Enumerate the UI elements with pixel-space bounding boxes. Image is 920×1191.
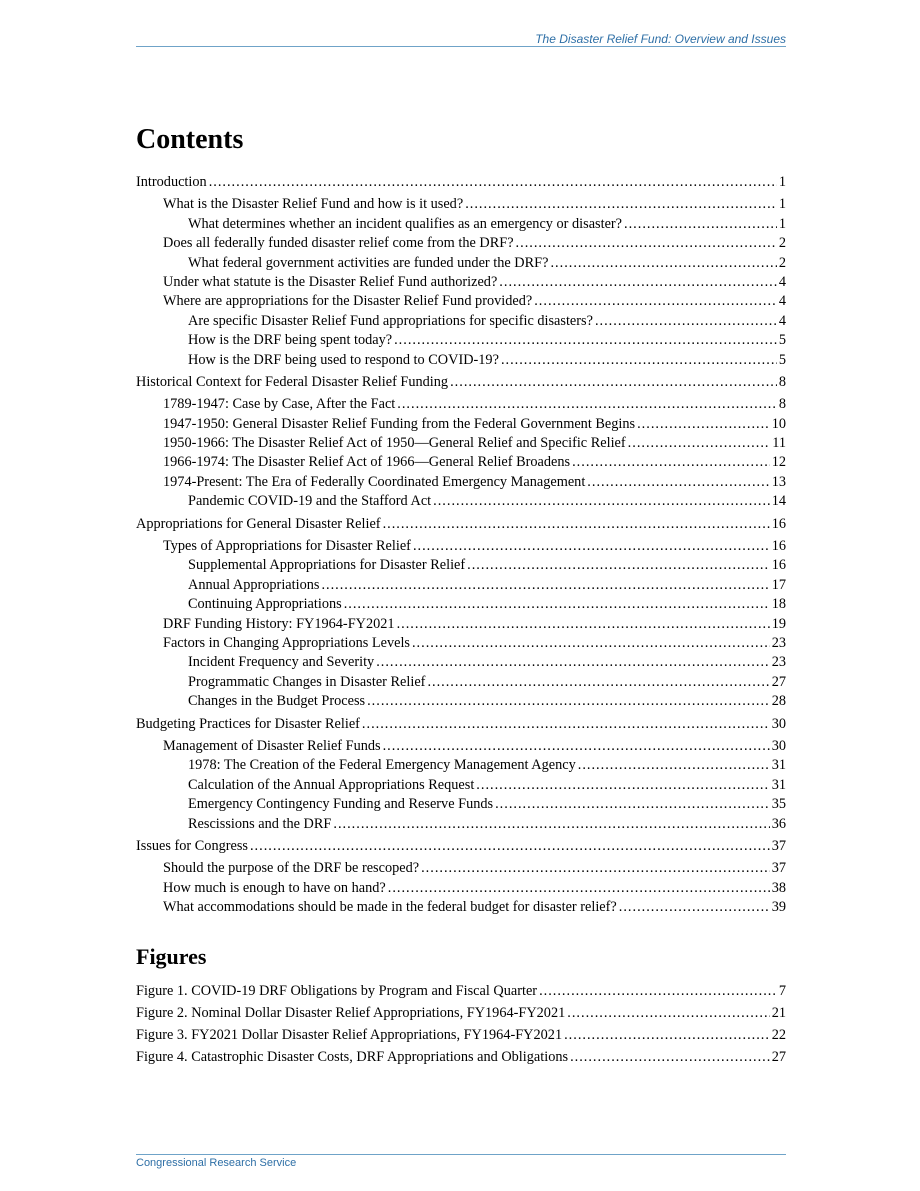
entry-page-number: 8 xyxy=(778,396,786,413)
entry-page-number: 17 xyxy=(771,576,786,593)
toc-entry[interactable] xyxy=(136,416,786,435)
toc-entry[interactable] xyxy=(136,235,786,254)
dot-leader xyxy=(516,235,777,252)
entry-title: Supplemental Appropriations for Disaster Relief xyxy=(188,557,466,574)
entry-title: Issues for Congress xyxy=(136,837,248,854)
dot-leader xyxy=(467,557,770,574)
entry-title: Incident Frequency and Severity xyxy=(188,654,375,671)
header-rule xyxy=(136,46,786,47)
entry-title: DRF Funding History: FY1964-FY2021 xyxy=(163,615,395,632)
entry-page-number: 18 xyxy=(771,596,786,613)
entry-title: Programmatic Changes in Disaster Relief xyxy=(188,673,426,690)
toc-entry[interactable] xyxy=(136,693,786,712)
entry-title: What determines whether an incident qualifies as an emergency or disaster? xyxy=(188,215,623,232)
toc-entry[interactable] xyxy=(136,757,786,776)
entry-page-number: 1 xyxy=(778,196,786,213)
entry-page-number: 31 xyxy=(771,776,786,793)
dot-leader xyxy=(376,654,770,671)
entry-page-number: 37 xyxy=(771,837,786,854)
entry-page-number: 4 xyxy=(778,312,786,329)
entry-page-number: 23 xyxy=(771,634,786,651)
dot-leader xyxy=(465,196,777,213)
entry-title: Types of Appropriations for Disaster Relief xyxy=(163,538,411,555)
entry-page-number: 39 xyxy=(771,899,786,916)
entry-page-number: 11 xyxy=(772,435,786,452)
entry-title: 1974-Present: The Era of Federally Coordinated Emergency Management xyxy=(163,473,586,490)
toc-entry[interactable] xyxy=(136,716,786,735)
entry-page-number: 21 xyxy=(771,1005,786,1021)
entry-page-number: 19 xyxy=(771,615,786,632)
dot-leader xyxy=(570,1049,770,1066)
toc-entry[interactable] xyxy=(136,577,786,596)
entry-title: Calculation of the Annual Appropriations Request xyxy=(188,776,475,793)
entry-page-number: 16 xyxy=(771,515,786,532)
entry-page-number: 30 xyxy=(771,715,786,732)
entry-title: Pandemic COVID-19 and the Stafford Act xyxy=(188,493,432,510)
entry-page-number: 5 xyxy=(778,332,786,349)
entry-title: Budgeting Practices for Disaster Relief xyxy=(136,715,360,732)
entry-page-number: 1 xyxy=(778,215,786,232)
dot-leader xyxy=(567,1005,769,1022)
entry-title: Appropriations for General Disaster Relief xyxy=(136,515,381,532)
entry-title: Management of Disaster Relief Funds xyxy=(163,737,381,754)
dot-leader xyxy=(495,796,770,813)
entry-page-number: 8 xyxy=(778,373,786,390)
toc-entry[interactable] xyxy=(136,435,786,454)
entry-title: How is the DRF being used to respond to COVID-19? xyxy=(188,351,499,368)
dot-leader xyxy=(572,454,770,471)
dot-leader xyxy=(209,174,777,191)
dot-leader xyxy=(450,374,777,391)
table-of-contents xyxy=(136,174,786,918)
entry-title: How much is enough to have on hand? xyxy=(163,879,386,896)
figure-entry[interactable] xyxy=(136,1027,786,1049)
dot-leader xyxy=(637,416,770,433)
toc-entry[interactable] xyxy=(136,557,786,576)
dot-leader xyxy=(388,880,770,897)
toc-entry[interactable] xyxy=(136,538,786,557)
entry-page-number: 1 xyxy=(778,174,786,190)
dot-leader xyxy=(595,313,777,330)
entry-page-number: 23 xyxy=(771,654,786,671)
entry-page-number: 36 xyxy=(771,815,786,832)
toc-entry[interactable] xyxy=(136,493,786,512)
entry-title: What federal government activities are funded under the DRF? xyxy=(188,254,549,271)
entry-title: Historical Context for Federal Disaster Relief Funding xyxy=(136,373,449,390)
entry-title: 1978: The Creation of the Federal Emergency Management Agency xyxy=(188,757,576,774)
dot-leader xyxy=(333,816,769,833)
entry-page-number: 13 xyxy=(771,473,786,490)
entry-title: Should the purpose of the DRF be rescoped? xyxy=(163,860,420,877)
dot-leader xyxy=(383,516,770,533)
toc-entry[interactable] xyxy=(136,880,786,899)
entry-page-number: 28 xyxy=(771,693,786,710)
dot-leader xyxy=(383,738,770,755)
toc-entry[interactable] xyxy=(136,216,786,235)
dot-leader xyxy=(397,616,770,633)
entry-title: Emergency Contingency Funding and Reserve Funds xyxy=(188,796,494,813)
entry-title: Figure 3. FY2021 Dollar Disaster Relief Appropriations, FY1964-FY2021 xyxy=(136,1027,563,1043)
toc-entry[interactable] xyxy=(136,374,786,393)
entry-page-number: 16 xyxy=(771,557,786,574)
entry-title: Rescissions and the DRF xyxy=(188,815,332,832)
entry-title: 1789-1947: Case by Case, After the Fact xyxy=(163,396,396,413)
toc-entry[interactable] xyxy=(136,516,786,535)
entry-page-number: 4 xyxy=(778,273,786,290)
dot-leader xyxy=(362,716,770,733)
entry-title: How is the DRF being spent today? xyxy=(188,332,393,349)
dot-leader xyxy=(412,635,770,652)
entry-title: Figure 4. Catastrophic Disaster Costs, DRF Appropriations and Obligations xyxy=(136,1049,569,1065)
entry-page-number: 27 xyxy=(771,1049,786,1065)
dot-leader xyxy=(578,757,770,774)
entry-title: Figure 2. Nominal Dollar Disaster Relief Appropriations, FY1964-FY2021 xyxy=(136,1005,566,1021)
dot-leader xyxy=(534,293,777,310)
toc-entry[interactable] xyxy=(136,352,786,371)
dot-leader xyxy=(413,538,770,555)
entry-page-number: 2 xyxy=(778,235,786,252)
dot-leader xyxy=(564,1027,770,1044)
dot-leader xyxy=(427,674,769,691)
toc-entry[interactable] xyxy=(136,738,786,757)
entry-title: Continuing Appropriations xyxy=(188,596,342,613)
entry-title: 1950-1966: The Disaster Relief Act of 1950—General Relief and Specific Relief xyxy=(163,435,626,452)
dot-leader xyxy=(367,693,770,710)
entry-page-number: 37 xyxy=(771,860,786,877)
contents-title: Contents xyxy=(136,124,244,155)
entry-title: Does all federally funded disaster relief come from the DRF? xyxy=(163,235,514,252)
entry-page-number: 5 xyxy=(778,351,786,368)
figures-title: Figures xyxy=(136,944,207,969)
entry-title: Factors in Changing Appropriations Levels xyxy=(163,634,410,651)
entry-title: Figure 1. COVID-19 DRF Obligations by Program and Fiscal Quarter xyxy=(136,983,538,999)
toc-entry[interactable] xyxy=(136,474,786,493)
dot-leader xyxy=(321,577,769,594)
entry-page-number: 22 xyxy=(771,1027,786,1043)
toc-entry[interactable] xyxy=(136,274,786,293)
figure-entry[interactable] xyxy=(136,1049,786,1071)
entry-page-number: 7 xyxy=(778,983,786,999)
list-of-figures xyxy=(136,983,786,1071)
entry-title: Changes in the Budget Process xyxy=(188,693,366,710)
toc-entry[interactable] xyxy=(136,196,786,215)
entry-title: Introduction xyxy=(136,174,207,190)
dot-leader xyxy=(587,474,769,491)
toc-entry[interactable] xyxy=(136,796,786,815)
dot-leader xyxy=(344,596,770,613)
toc-entry[interactable] xyxy=(136,174,786,193)
entry-title: What accommodations should be made in the federal budget for disaster relief? xyxy=(163,899,617,916)
footer-rule xyxy=(136,1154,786,1155)
toc-entry[interactable] xyxy=(136,596,786,615)
toc-entry[interactable] xyxy=(136,255,786,274)
toc-entry[interactable] xyxy=(136,899,786,918)
footer-text: Congressional Research Service xyxy=(136,1157,297,1169)
entry-page-number: 14 xyxy=(771,493,786,510)
figure-entry[interactable] xyxy=(136,1005,786,1027)
entry-title: What is the Disaster Relief Fund and how is it used? xyxy=(163,196,464,213)
toc-entry[interactable] xyxy=(136,332,786,351)
entry-page-number: 31 xyxy=(771,757,786,774)
entry-page-number: 27 xyxy=(771,673,786,690)
entry-title: 1947-1950: General Disaster Relief Funding from the Federal Government Begins xyxy=(163,415,636,432)
entry-page-number: 2 xyxy=(778,254,786,271)
dot-leader xyxy=(397,396,777,413)
entry-title: Are specific Disaster Relief Fund appropriations for specific disasters? xyxy=(188,312,593,329)
toc-entry[interactable] xyxy=(136,635,786,654)
entry-page-number: 12 xyxy=(771,454,786,471)
toc-entry[interactable] xyxy=(136,293,786,312)
entry-page-number: 30 xyxy=(771,737,786,754)
dot-leader xyxy=(499,274,777,291)
dot-leader xyxy=(539,983,777,1000)
dot-leader xyxy=(394,332,777,349)
entry-page-number: 10 xyxy=(771,415,786,432)
running-header: The Disaster Relief Fund: Overview and Issues xyxy=(535,32,786,46)
toc-entry[interactable] xyxy=(136,838,786,857)
dot-leader xyxy=(476,777,769,794)
toc-entry[interactable] xyxy=(136,654,786,673)
figure-entry[interactable] xyxy=(136,983,786,1005)
dot-leader xyxy=(433,493,770,510)
toc-entry[interactable] xyxy=(136,777,786,796)
toc-entry[interactable] xyxy=(136,454,786,473)
entry-page-number: 4 xyxy=(778,293,786,310)
toc-entry[interactable] xyxy=(136,816,786,835)
entry-title: Where are appropriations for the Disaster Relief Fund provided? xyxy=(163,293,533,310)
dot-leader xyxy=(624,216,777,233)
toc-entry[interactable] xyxy=(136,860,786,879)
entry-title: Under what statute is the Disaster Relief Fund authorized? xyxy=(163,273,498,290)
entry-page-number: 16 xyxy=(771,538,786,555)
dot-leader xyxy=(550,255,776,272)
toc-entry[interactable] xyxy=(136,616,786,635)
entry-page-number: 38 xyxy=(771,879,786,896)
toc-entry[interactable] xyxy=(136,313,786,332)
dot-leader xyxy=(619,899,770,916)
dot-leader xyxy=(421,860,770,877)
dot-leader xyxy=(628,435,771,452)
entry-page-number: 35 xyxy=(771,796,786,813)
entry-title: 1966-1974: The Disaster Relief Act of 1966—General Relief Broadens xyxy=(163,454,571,471)
entry-title: Annual Appropriations xyxy=(188,576,320,593)
dot-leader xyxy=(501,352,777,369)
toc-entry[interactable] xyxy=(136,396,786,415)
toc-entry[interactable] xyxy=(136,674,786,693)
dot-leader xyxy=(250,838,770,855)
